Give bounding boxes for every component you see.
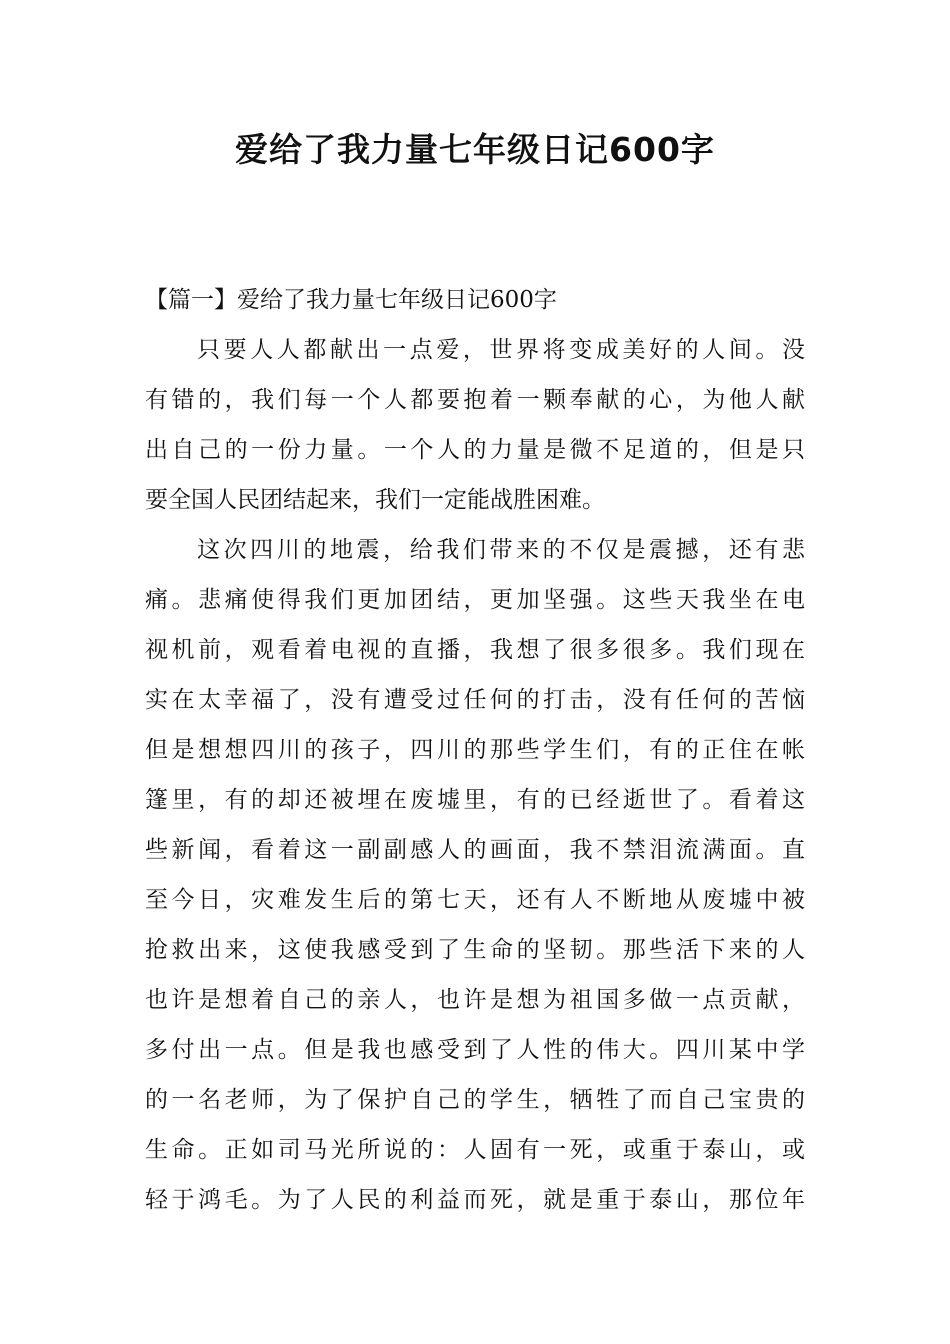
document-body <box>145 275 805 1225</box>
paragraph-line: 轻于鸿毛。为了人民的利益而死，就是重于泰山，那位年 <box>145 1187 805 1213</box>
paragraph-line: 痛。悲痛使得我们更加团结，更加坚强。这些天我坐在电 <box>145 587 805 613</box>
paragraph-line: 也许是想着自己的亲人，也许是想为祖国多做一点贡献， <box>145 987 805 1013</box>
document-title: 爱给了我力量七年级日记600字 <box>235 130 715 169</box>
paragraph-line: 多付出一点。但是我也感受到了人性的伟大。四川某中学 <box>145 1037 805 1063</box>
paragraph-2 <box>145 525 805 1225</box>
paragraph-line: 要全国人民团结起来，我们一定能战胜困难。 <box>145 487 605 513</box>
paragraph-1 <box>145 325 805 525</box>
paragraph-line: 抢救出来，这使我感受到了生命的坚韧。那些活下来的人 <box>145 937 805 963</box>
paragraph-line: 的一名老师，为了保护自己的学生，牺牲了而自己宝贵的 <box>145 1087 805 1113</box>
paragraph-line: 有错的，我们每一个人都要抱着一颗奉献的心，为他人献 <box>145 387 805 413</box>
paragraph-line: 但是想想四川的孩子，四川的那些学生们，有的正住在帐 <box>145 737 805 763</box>
paragraph-line: 篷里，有的却还被埋在废墟里，有的已经逝世了。看着这 <box>145 787 805 813</box>
paragraph-line: 些新闻，看着这一副副感人的画面，我不禁泪流满面。直 <box>145 837 805 863</box>
paragraph-line: 视机前，观看着电视的直播，我想了很多很多。我们现在 <box>145 637 805 663</box>
paragraph-line: 生命。正如司马光所说的：人固有一死，或重于泰山，或 <box>145 1137 805 1163</box>
paragraph-line: 实在太幸福了，没有遭受过任何的打击，没有任何的苦恼 <box>145 687 805 713</box>
paragraph-line: 至今日，灾难发生后的第七天，还有人不断地从废墟中被 <box>145 887 805 913</box>
paragraph-line: 只要人人都献出一点爱，世界将变成美好的人间。没 <box>197 337 805 363</box>
paragraph-line: 出自己的一份力量。一个人的力量是微不足道的，但是只 <box>145 437 805 463</box>
section-heading: 【篇一】爱给了我力量七年级日记600字 <box>145 287 557 313</box>
paragraph-line: 这次四川的地震，给我们带来的不仅是震撼，还有悲 <box>197 537 805 563</box>
